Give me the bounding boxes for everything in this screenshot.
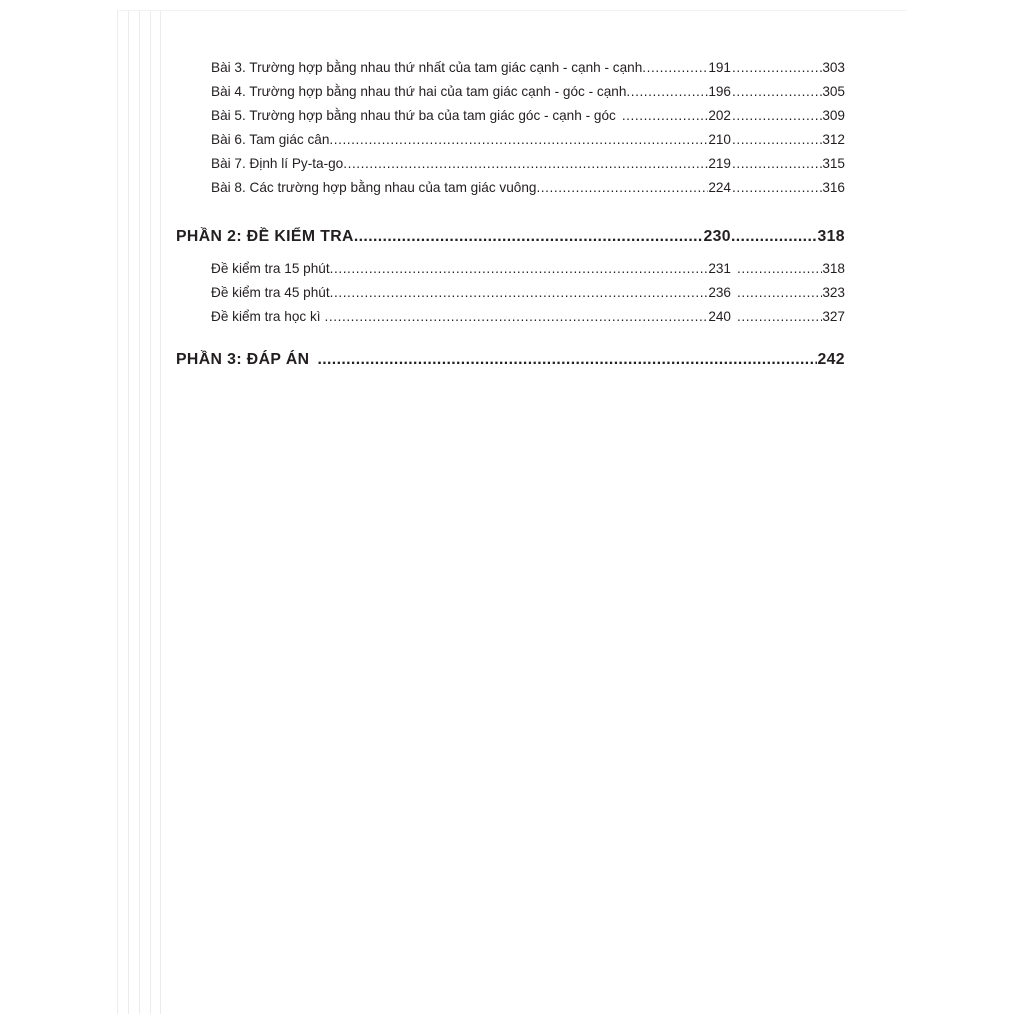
toc-page-number: 242 bbox=[817, 351, 845, 368]
toc-page-number: 219 bbox=[708, 156, 731, 171]
toc-entry-title: Đề kiểm tra học kì bbox=[211, 309, 321, 324]
toc-entry-test-15 bbox=[211, 261, 845, 276]
dot-leader bbox=[536, 180, 708, 195]
dot-leader bbox=[732, 108, 822, 123]
toc-entry-test-semester bbox=[211, 309, 845, 324]
page-edge-line bbox=[128, 10, 129, 1014]
toc-part-title: PHẦN 3: ĐÁP ÁN bbox=[176, 351, 310, 368]
toc-page-number: 231 bbox=[708, 261, 731, 276]
toc-page-number: 196 bbox=[708, 84, 731, 99]
toc-entry-title: Bài 7. Định lí Py-ta-go bbox=[211, 156, 344, 171]
toc-entry-lesson-7 bbox=[211, 156, 845, 171]
dot-leader bbox=[343, 156, 708, 171]
toc-answer-page-number: 303 bbox=[822, 60, 845, 75]
dot-leader bbox=[732, 156, 822, 171]
dot-leader bbox=[626, 84, 708, 99]
dot-leader bbox=[622, 108, 709, 123]
toc-page-number: 240 bbox=[708, 309, 731, 324]
dot-leader bbox=[329, 132, 708, 147]
toc-answer-page-number: 315 bbox=[822, 156, 845, 171]
dot-leader bbox=[642, 60, 708, 75]
dot-leader bbox=[732, 60, 822, 75]
toc-entry-lesson-3 bbox=[211, 60, 845, 75]
page-edge-line bbox=[117, 10, 118, 1014]
dot-leader bbox=[732, 84, 822, 99]
toc-entry-title: Đề kiểm tra 15 phút bbox=[211, 261, 330, 276]
dot-leader bbox=[354, 228, 704, 246]
page-top-edge bbox=[117, 10, 907, 11]
toc-answer-page-number: 318 bbox=[822, 261, 845, 276]
dot-leader bbox=[325, 309, 709, 324]
toc-entry-title: Bài 5. Trường hợp bằng nhau thứ ba của tam giác góc - cạnh - góc bbox=[211, 108, 616, 123]
toc-entry-test-45 bbox=[211, 285, 845, 300]
toc-answer-page-number: 309 bbox=[822, 108, 845, 123]
dot-leader bbox=[737, 261, 822, 276]
toc-entry-lesson-8 bbox=[211, 180, 845, 195]
page-edge-line bbox=[139, 10, 140, 1014]
toc-entry-title: Bài 6. Tam giác cân bbox=[211, 132, 330, 147]
toc-part-3-heading bbox=[176, 351, 845, 369]
toc-page-number: 236 bbox=[708, 285, 731, 300]
dot-leader bbox=[732, 180, 822, 195]
toc-answer-page-number: 318 bbox=[817, 228, 845, 245]
toc-page-number: 191 bbox=[708, 60, 731, 75]
toc-page-number: 202 bbox=[708, 108, 731, 123]
toc-answer-page-number: 323 bbox=[822, 285, 845, 300]
toc-entry-title: Đề kiểm tra 45 phút bbox=[211, 285, 330, 300]
dot-leader bbox=[732, 132, 822, 147]
toc-page-number: 230 bbox=[703, 228, 731, 245]
dot-leader bbox=[317, 351, 817, 369]
dot-leader bbox=[737, 309, 822, 324]
toc-entry-lesson-6 bbox=[211, 132, 845, 147]
toc-part-2-heading bbox=[176, 228, 845, 246]
page-edge-line bbox=[150, 10, 151, 1014]
toc-entry-title: Bài 8. Các trường hợp bằng nhau của tam giác vuông bbox=[211, 180, 537, 195]
toc-part-title: PHẦN 2: ĐỀ KIỂM TRA bbox=[176, 228, 354, 245]
dot-leader bbox=[731, 228, 817, 246]
toc-page-number: 210 bbox=[708, 132, 731, 147]
dot-leader bbox=[330, 261, 709, 276]
toc-entry-lesson-4 bbox=[211, 84, 845, 99]
dot-leader bbox=[330, 285, 709, 300]
dot-leader bbox=[737, 285, 822, 300]
toc-answer-page-number: 316 bbox=[822, 180, 845, 195]
toc-entry-lesson-5 bbox=[211, 108, 845, 123]
toc-page-number: 224 bbox=[708, 180, 731, 195]
toc-entry-title: Bài 4. Trường hợp bằng nhau thứ hai của tam giác cạnh - góc - cạnh bbox=[211, 84, 627, 99]
toc-answer-page-number: 327 bbox=[822, 309, 845, 324]
toc-entry-title: Bài 3. Trường hợp bằng nhau thứ nhất của tam giác cạnh - cạnh - cạnh bbox=[211, 60, 643, 75]
toc-answer-page-number: 312 bbox=[822, 132, 845, 147]
toc-answer-page-number: 305 bbox=[822, 84, 845, 99]
page-edge-line bbox=[160, 10, 161, 1014]
